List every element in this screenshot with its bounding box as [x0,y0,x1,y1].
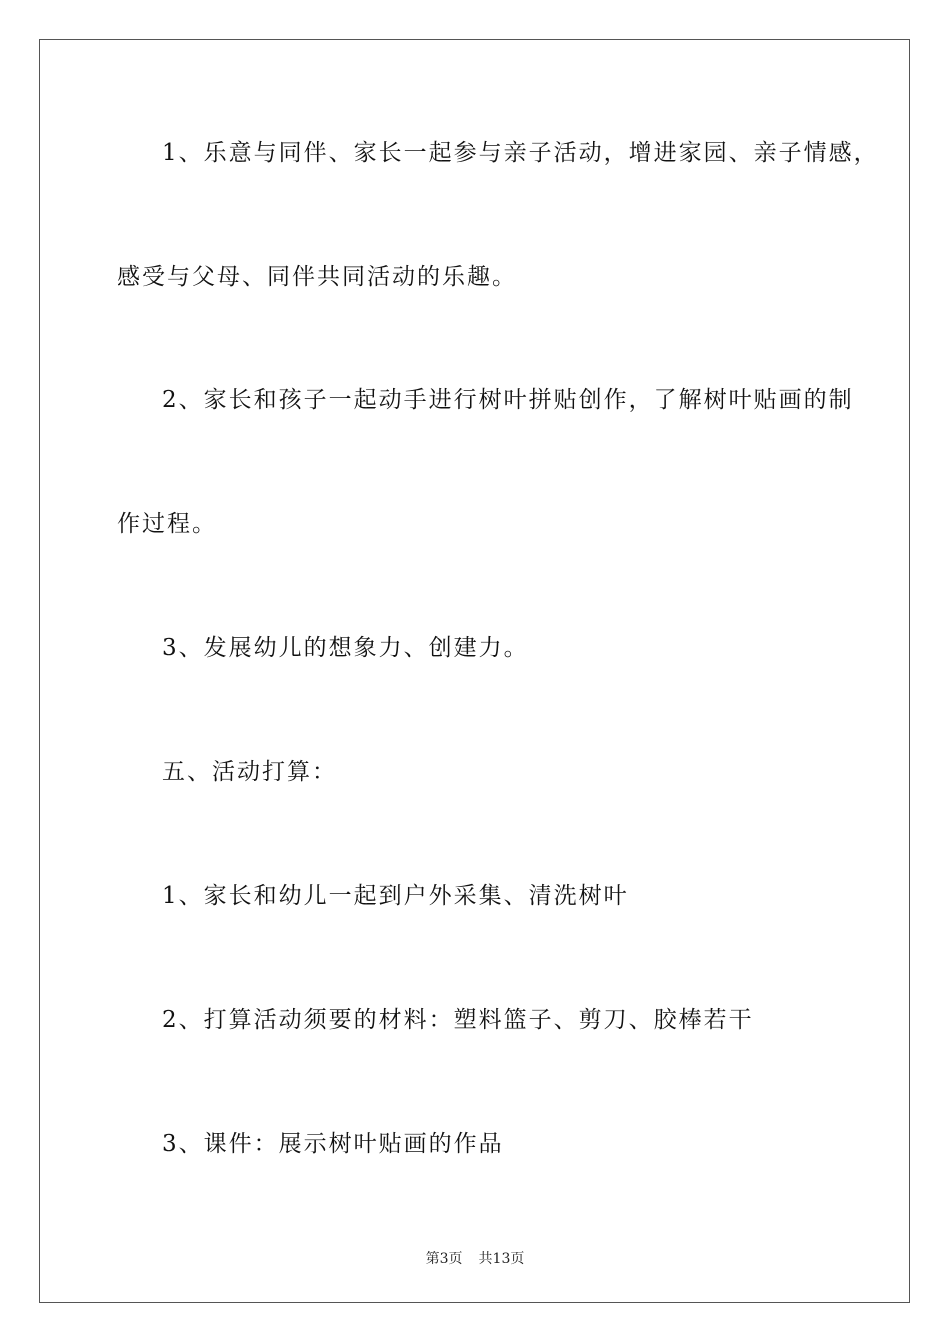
section-heading-activity-plan: 五、活动打算： [162,759,337,785]
page-footer [0,1248,950,1268]
paragraph-goal-1-line-2: 感受与父母、同伴共同活动的乐趣。 [117,264,517,290]
paragraph-plan-1: 1、家长和幼儿一起到户外采集、清洗树叶 [162,883,629,909]
page-number: 第3页 [425,1251,463,1267]
paragraph-goal-2-line-1: 2、家长和孩子一起动手进行树叶拼贴创作，了解树叶贴画的制 [162,387,854,413]
paragraph-goal-3: 3、发展幼儿的想象力、创建力。 [162,635,529,661]
paragraph-plan-3: 3、课件：展示树叶贴画的作品 [162,1131,504,1157]
paragraph-goal-2-line-2: 作过程。 [117,511,217,537]
paragraph-goal-1-line-1: 1、乐意与同伴、家长一起参与亲子活动，增进家园、亲子情感， [162,140,879,166]
paragraph-plan-2: 2、打算活动须要的材料：塑料篮子、剪刀、胶棒若干 [162,1007,754,1033]
page-total: 共13页 [478,1251,525,1267]
page-border [39,39,910,1303]
